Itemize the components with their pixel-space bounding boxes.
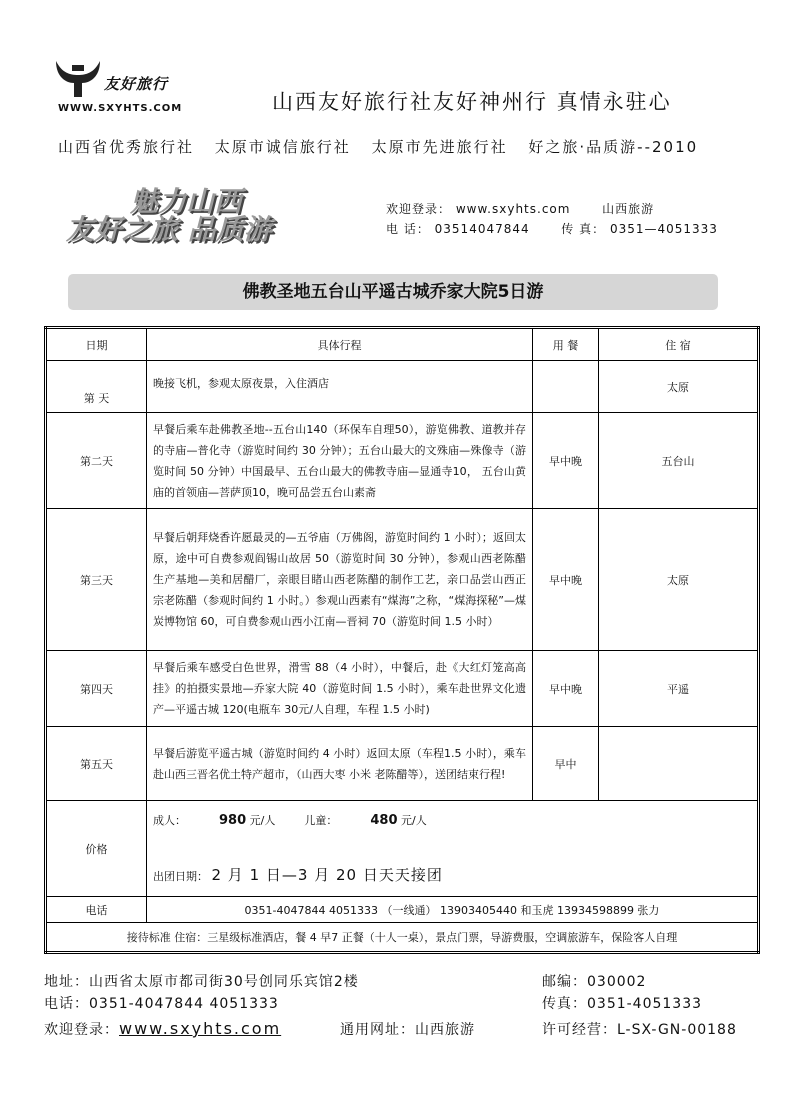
stay-cell: [599, 727, 759, 801]
child-unit: 元/人: [401, 813, 427, 827]
departure-line: [153, 865, 751, 887]
stay-cell: 太原: [599, 361, 759, 413]
honors-line: [58, 136, 712, 157]
header-day: 日期: [46, 328, 147, 361]
promo-banner: [66, 180, 326, 250]
day-cell: 第 天: [46, 361, 147, 413]
table-row: [46, 413, 759, 509]
meal-cell: 早中晚: [533, 651, 599, 727]
footer-general-site: 通用网址：山西旅游: [340, 1022, 475, 1038]
plan-cell: 早餐后乘车赴佛教圣地--五台山140（环保车自理50），游览佛教、道教并存的寺庙—普化寺（游览时间约 30 分钟）；五台山最大的文殊庙—殊像寺（游览时间 50 分钟）中国最早、五台山最大的佛教寺庙—显通寺10， 五台山黄庙的首领庙—菩萨顶10，晚可品尝五台山素斋: [147, 413, 533, 509]
honor-2: 太原市诚信旅行社: [214, 138, 351, 156]
bull-horns-icon: [52, 55, 104, 101]
phone-row: [46, 897, 759, 923]
plan-cell: 晚接飞机，参观太原夜景，入住酒店: [147, 361, 533, 413]
banner-line-1: 魅力山西: [130, 185, 243, 218]
table-header: [46, 328, 759, 361]
honor-1: 山西省优秀旅行社: [58, 138, 195, 156]
phone-label: 电 话：: [386, 222, 430, 236]
header-stay: 住 宿: [599, 328, 759, 361]
departure-dates: 2 月 1 日—3 月 20 日天天接团: [211, 865, 443, 884]
meal-cell: [533, 361, 599, 413]
footer-license: 许可经营：L-SX-GN-00188: [542, 1022, 737, 1038]
price-line: [153, 811, 751, 831]
brand-website: WWW.SXYHTS.COM: [58, 103, 183, 114]
meal-cell: 早中晚: [533, 509, 599, 651]
departure-label: 出团日期：: [153, 869, 208, 883]
login-url[interactable]: www.sxyhts.com: [455, 202, 571, 216]
honor-4: 好之旅·品质游--2010: [528, 138, 699, 156]
footer-fax: 传真：0351-4051333: [542, 996, 703, 1012]
meal-cell: 早中晚: [533, 413, 599, 509]
contact-block: [386, 199, 718, 239]
tour-title: 佛教圣地五台山平遥古城乔家大院5日游: [68, 274, 718, 310]
fax-value: 0351—4051333: [609, 222, 718, 236]
honor-3: 太原市先进旅行社: [371, 138, 508, 156]
price-row: [46, 801, 759, 897]
price-cell: [147, 801, 759, 897]
plan-cell: 早餐后乘车感受白色世界，滑雪 88（4 小时），中餐后，赴《大红灯笼高高挂》的拍摄实景地—乔家大院 40（游览时间 1.5 小时），乘车赴世界文化遗产—平遥古城 120(电瓶车 30元/人自理，车程 1.5 小时): [147, 651, 533, 727]
footer: [44, 971, 764, 1041]
footer-login-label: 欢迎登录：: [44, 1022, 119, 1038]
plan-cell: 早餐后朝拜烧香许愿最灵的—五爷庙（万佛阁，游览时间约 1 小时）；返回太原，途中可自费参观阎锡山故居 50（游览时间 30 分钟），参观山西老陈醋生产基地—美和居醋厂，亲眼目睹山西老陈醋的制作工艺，亲口品尝山西正宗老陈醋（参观时间约 1 小时。）参观山西素有“煤海”之称，“煤海探秘”—煤炭博物馆 60，可自费参观山西小江南—晋祠 70（游览时间 1.5 小时）: [147, 509, 533, 651]
phone-row-label: 电话: [46, 897, 147, 923]
login-label: 欢迎登录：: [386, 202, 452, 216]
child-price: 480: [370, 812, 398, 828]
phone-value: 03514047844: [434, 222, 530, 236]
table-row: [46, 651, 759, 727]
day-cell: 第五天: [46, 727, 147, 801]
phone-row-value: 0351-4047844 4051333 （一线通） 13903405440 和玉虎 13934598899 张力: [147, 897, 759, 923]
slogan: 山西友好旅行社友好神州行 真情永驻心: [272, 90, 672, 114]
table-row: [46, 361, 759, 413]
standard-row: [46, 923, 759, 953]
service-standard: 接待标准 住宿：三星级标准酒店，餐 4 早7 正餐（十人一桌），景点门票，导游费服，空调旅游车，保险客人自理: [46, 923, 759, 953]
brand-name: 友好旅行: [104, 75, 169, 93]
price-label: 价格: [46, 801, 147, 897]
table-row: [46, 727, 759, 801]
day-cell: 第四天: [46, 651, 147, 727]
footer-phone: 电话：0351-4047844 4051333: [44, 996, 279, 1012]
plan-cell: 早餐后游览平遥古城（游览时间约 4 小时）返回太原（车程1.5 小时），乘车赴山西三晋名优土特产超市，（山西大枣 小米 老陈醋等），送团结束行程!: [147, 727, 533, 801]
adult-label: 成人：: [153, 813, 186, 827]
company-logo: [52, 55, 202, 119]
table-row: [46, 509, 759, 651]
day-cell: 第二天: [46, 413, 147, 509]
footer-login-url[interactable]: www.sxyhts.com: [119, 1019, 282, 1038]
day-cell: 第三天: [46, 509, 147, 651]
fax-label: 传 真：: [561, 222, 606, 236]
footer-address: 地址：山西省太原市都司街30号创同乐宾馆2楼: [44, 974, 359, 990]
stay-cell: 五台山: [599, 413, 759, 509]
stay-cell: 太原: [599, 509, 759, 651]
header-meal: 用 餐: [533, 328, 599, 361]
meal-cell: 早中: [533, 727, 599, 801]
stay-cell: 平遥: [599, 651, 759, 727]
login-extra: 山西旅游: [602, 202, 655, 216]
adult-unit: 元/人: [249, 813, 276, 827]
footer-postcode: 邮编：030002: [542, 974, 647, 990]
banner-line-2: 友好之旅 品质游: [66, 213, 272, 246]
header-plan: 具体行程: [147, 328, 533, 361]
itinerary-table: [44, 326, 760, 954]
adult-price: 980: [219, 812, 247, 828]
child-label: 儿童：: [304, 813, 338, 827]
